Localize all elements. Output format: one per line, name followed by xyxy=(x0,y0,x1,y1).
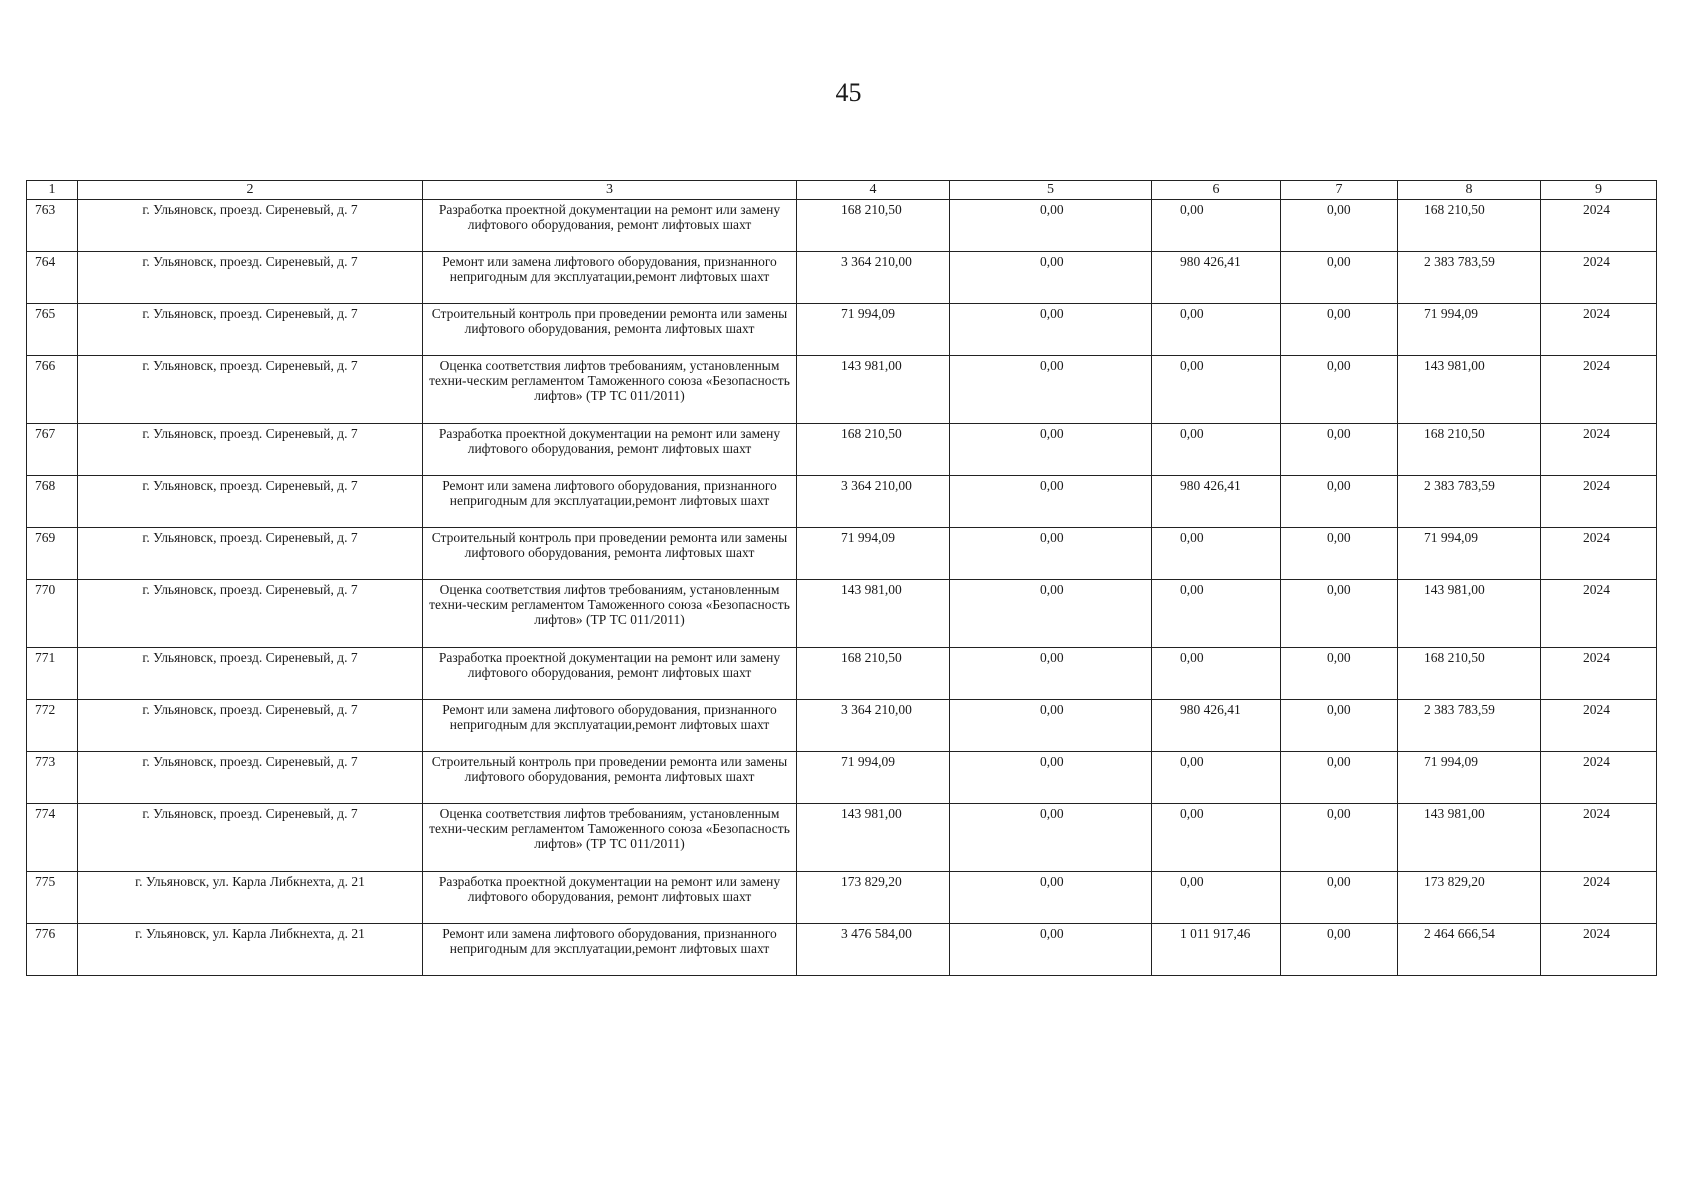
table-row xyxy=(27,528,1657,580)
col7-value-cell: 0,00 xyxy=(1281,752,1398,804)
work-type-cell: Ремонт или замена лифтового оборудования, признанного непригодным для эксплуатации,ремонт лифтовых шахт xyxy=(423,700,797,752)
col6-value-cell: 0,00 xyxy=(1152,424,1281,476)
col6-value-cell: 0,00 xyxy=(1152,752,1281,804)
column-header-col-3: 3 xyxy=(423,181,797,200)
col6-value-cell: 0,00 xyxy=(1152,304,1281,356)
col7-value-cell: 0,00 xyxy=(1281,476,1398,528)
column-header-col-2: 2 xyxy=(78,181,423,200)
table-row xyxy=(27,200,1657,252)
col6-value-cell: 0,00 xyxy=(1152,528,1281,580)
address-cell: г. Ульяновск, проезд. Сиреневый, д. 7 xyxy=(78,304,423,356)
row-number-cell: 771 xyxy=(27,648,78,700)
address-cell: г. Ульяновск, проезд. Сиреневый, д. 7 xyxy=(78,528,423,580)
year-cell: 2024 xyxy=(1541,580,1657,648)
work-schedule-table xyxy=(26,180,1657,976)
total-cost-cell: 168 210,50 xyxy=(797,424,950,476)
table-row xyxy=(27,648,1657,700)
col8-value-cell: 143 981,00 xyxy=(1398,356,1541,424)
year-cell: 2024 xyxy=(1541,700,1657,752)
address-cell: г. Ульяновск, проезд. Сиреневый, д. 7 xyxy=(78,476,423,528)
address-cell: г. Ульяновск, проезд. Сиреневый, д. 7 xyxy=(78,424,423,476)
year-cell: 2024 xyxy=(1541,304,1657,356)
year-cell: 2024 xyxy=(1541,924,1657,976)
work-type-cell: Разработка проектной документации на ремонт или замену лифтового оборудования, ремонт лифтовых шахт xyxy=(423,872,797,924)
col7-value-cell: 0,00 xyxy=(1281,304,1398,356)
work-type-cell: Ремонт или замена лифтового оборудования, признанного непригодным для эксплуатации,ремонт лифтовых шахт xyxy=(423,476,797,528)
col8-value-cell: 2 383 783,59 xyxy=(1398,252,1541,304)
col7-value-cell: 0,00 xyxy=(1281,804,1398,872)
col6-value-cell: 0,00 xyxy=(1152,356,1281,424)
work-type-cell: Строительный контроль при проведении ремонта или замены лифтового оборудования, ремонта лифтовых шахт xyxy=(423,752,797,804)
work-type-cell: Оценка соответствия лифтов требованиям, установленным техни-ческим регламентом Таможенного союза «Безопасность лифтов» (ТР ТС 011/2011) xyxy=(423,804,797,872)
col7-value-cell: 0,00 xyxy=(1281,924,1398,976)
total-cost-cell: 168 210,50 xyxy=(797,648,950,700)
column-header-col-4: 4 xyxy=(797,181,950,200)
col8-value-cell: 168 210,50 xyxy=(1398,200,1541,252)
col5-value-cell: 0,00 xyxy=(950,252,1152,304)
col8-value-cell: 71 994,09 xyxy=(1398,752,1541,804)
work-type-cell: Разработка проектной документации на ремонт или замену лифтового оборудования, ремонт лифтовых шахт xyxy=(423,648,797,700)
col5-value-cell: 0,00 xyxy=(950,528,1152,580)
year-cell: 2024 xyxy=(1541,252,1657,304)
total-cost-cell: 3 364 210,00 xyxy=(797,476,950,528)
total-cost-cell: 3 476 584,00 xyxy=(797,924,950,976)
column-header-col-5: 5 xyxy=(950,181,1152,200)
row-number-cell: 775 xyxy=(27,872,78,924)
col5-value-cell: 0,00 xyxy=(950,648,1152,700)
total-cost-cell: 168 210,50 xyxy=(797,200,950,252)
row-number-cell: 769 xyxy=(27,528,78,580)
col7-value-cell: 0,00 xyxy=(1281,200,1398,252)
col6-value-cell: 1 011 917,46 xyxy=(1152,924,1281,976)
col5-value-cell: 0,00 xyxy=(950,804,1152,872)
row-number-cell: 767 xyxy=(27,424,78,476)
col5-value-cell: 0,00 xyxy=(950,924,1152,976)
address-cell: г. Ульяновск, проезд. Сиреневый, д. 7 xyxy=(78,252,423,304)
work-type-cell: Строительный контроль при проведении ремонта или замены лифтового оборудования, ремонта лифтовых шахт xyxy=(423,528,797,580)
col6-value-cell: 0,00 xyxy=(1152,804,1281,872)
col8-value-cell: 168 210,50 xyxy=(1398,648,1541,700)
table-header-row xyxy=(27,181,1657,200)
col6-value-cell: 0,00 xyxy=(1152,200,1281,252)
address-cell: г. Ульяновск, проезд. Сиреневый, д. 7 xyxy=(78,700,423,752)
address-cell: г. Ульяновск, проезд. Сиреневый, д. 7 xyxy=(78,580,423,648)
table-row xyxy=(27,476,1657,528)
col7-value-cell: 0,00 xyxy=(1281,252,1398,304)
col8-value-cell: 2 383 783,59 xyxy=(1398,476,1541,528)
col6-value-cell: 980 426,41 xyxy=(1152,700,1281,752)
row-number-cell: 763 xyxy=(27,200,78,252)
year-cell: 2024 xyxy=(1541,648,1657,700)
total-cost-cell: 3 364 210,00 xyxy=(797,252,950,304)
year-cell: 2024 xyxy=(1541,804,1657,872)
work-type-cell: Ремонт или замена лифтового оборудования, признанного непригодным для эксплуатации,ремонт лифтовых шахт xyxy=(423,252,797,304)
table-row xyxy=(27,700,1657,752)
col7-value-cell: 0,00 xyxy=(1281,648,1398,700)
col7-value-cell: 0,00 xyxy=(1281,580,1398,648)
column-header-col-9: 9 xyxy=(1541,181,1657,200)
page-number: 45 xyxy=(835,78,862,107)
row-number-cell: 768 xyxy=(27,476,78,528)
col5-value-cell: 0,00 xyxy=(950,580,1152,648)
row-number-cell: 774 xyxy=(27,804,78,872)
address-cell: г. Ульяновск, проезд. Сиреневый, д. 7 xyxy=(78,648,423,700)
col8-value-cell: 143 981,00 xyxy=(1398,580,1541,648)
col8-value-cell: 71 994,09 xyxy=(1398,304,1541,356)
column-header-col-6: 6 xyxy=(1152,181,1281,200)
col5-value-cell: 0,00 xyxy=(950,200,1152,252)
row-number-cell: 766 xyxy=(27,356,78,424)
col5-value-cell: 0,00 xyxy=(950,304,1152,356)
table-row xyxy=(27,580,1657,648)
total-cost-cell: 71 994,09 xyxy=(797,304,950,356)
total-cost-cell: 3 364 210,00 xyxy=(797,700,950,752)
work-type-cell: Ремонт или замена лифтового оборудования, признанного непригодным для эксплуатации,ремонт лифтовых шахт xyxy=(423,924,797,976)
column-header-col-1: 1 xyxy=(27,181,78,200)
table-body xyxy=(27,181,1657,976)
table-row xyxy=(27,356,1657,424)
col7-value-cell: 0,00 xyxy=(1281,528,1398,580)
year-cell: 2024 xyxy=(1541,752,1657,804)
work-type-cell: Строительный контроль при проведении ремонта или замены лифтового оборудования, ремонта лифтовых шахт xyxy=(423,304,797,356)
row-number-cell: 773 xyxy=(27,752,78,804)
row-number-cell: 772 xyxy=(27,700,78,752)
address-cell: г. Ульяновск, проезд. Сиреневый, д. 7 xyxy=(78,752,423,804)
table-row xyxy=(27,252,1657,304)
col5-value-cell: 0,00 xyxy=(950,752,1152,804)
col5-value-cell: 0,00 xyxy=(950,476,1152,528)
work-type-cell: Оценка соответствия лифтов требованиям, установленным техни-ческим регламентом Таможенного союза «Безопасность лифтов» (ТР ТС 011/2011) xyxy=(423,580,797,648)
table-row xyxy=(27,804,1657,872)
col6-value-cell: 0,00 xyxy=(1152,648,1281,700)
col8-value-cell: 143 981,00 xyxy=(1398,804,1541,872)
address-cell: г. Ульяновск, ул. Карла Либкнехта, д. 21 xyxy=(78,924,423,976)
year-cell: 2024 xyxy=(1541,872,1657,924)
col5-value-cell: 0,00 xyxy=(950,424,1152,476)
table-row xyxy=(27,424,1657,476)
work-type-cell: Разработка проектной документации на ремонт или замену лифтового оборудования, ремонт лифтовых шахт xyxy=(423,200,797,252)
row-number-cell: 764 xyxy=(27,252,78,304)
year-cell: 2024 xyxy=(1541,356,1657,424)
col6-value-cell: 0,00 xyxy=(1152,580,1281,648)
total-cost-cell: 71 994,09 xyxy=(797,752,950,804)
total-cost-cell: 71 994,09 xyxy=(797,528,950,580)
col5-value-cell: 0,00 xyxy=(950,700,1152,752)
total-cost-cell: 143 981,00 xyxy=(797,580,950,648)
address-cell: г. Ульяновск, ул. Карла Либкнехта, д. 21 xyxy=(78,872,423,924)
col7-value-cell: 0,00 xyxy=(1281,356,1398,424)
col6-value-cell: 980 426,41 xyxy=(1152,476,1281,528)
col8-value-cell: 173 829,20 xyxy=(1398,872,1541,924)
col8-value-cell: 2 383 783,59 xyxy=(1398,700,1541,752)
col8-value-cell: 168 210,50 xyxy=(1398,424,1541,476)
year-cell: 2024 xyxy=(1541,424,1657,476)
total-cost-cell: 143 981,00 xyxy=(797,804,950,872)
row-number-cell: 765 xyxy=(27,304,78,356)
column-header-col-7: 7 xyxy=(1281,181,1398,200)
year-cell: 2024 xyxy=(1541,528,1657,580)
address-cell: г. Ульяновск, проезд. Сиреневый, д. 7 xyxy=(78,200,423,252)
col6-value-cell: 0,00 xyxy=(1152,872,1281,924)
row-number-cell: 770 xyxy=(27,580,78,648)
col8-value-cell: 71 994,09 xyxy=(1398,528,1541,580)
col5-value-cell: 0,00 xyxy=(950,872,1152,924)
work-type-cell: Оценка соответствия лифтов требованиям, установленным техни-ческим регламентом Таможенного союза «Безопасность лифтов» (ТР ТС 011/2011) xyxy=(423,356,797,424)
col7-value-cell: 0,00 xyxy=(1281,872,1398,924)
work-type-cell: Разработка проектной документации на ремонт или замену лифтового оборудования, ремонт лифтовых шахт xyxy=(423,424,797,476)
col7-value-cell: 0,00 xyxy=(1281,700,1398,752)
col7-value-cell: 0,00 xyxy=(1281,424,1398,476)
total-cost-cell: 143 981,00 xyxy=(797,356,950,424)
table-row xyxy=(27,872,1657,924)
year-cell: 2024 xyxy=(1541,476,1657,528)
address-cell: г. Ульяновск, проезд. Сиреневый, д. 7 xyxy=(78,356,423,424)
total-cost-cell: 173 829,20 xyxy=(797,872,950,924)
year-cell: 2024 xyxy=(1541,200,1657,252)
col6-value-cell: 980 426,41 xyxy=(1152,252,1281,304)
col5-value-cell: 0,00 xyxy=(950,356,1152,424)
table-row xyxy=(27,304,1657,356)
col8-value-cell: 2 464 666,54 xyxy=(1398,924,1541,976)
table-row xyxy=(27,752,1657,804)
table-row xyxy=(27,924,1657,976)
row-number-cell: 776 xyxy=(27,924,78,976)
column-header-col-8: 8 xyxy=(1398,181,1541,200)
address-cell: г. Ульяновск, проезд. Сиреневый, д. 7 xyxy=(78,804,423,872)
